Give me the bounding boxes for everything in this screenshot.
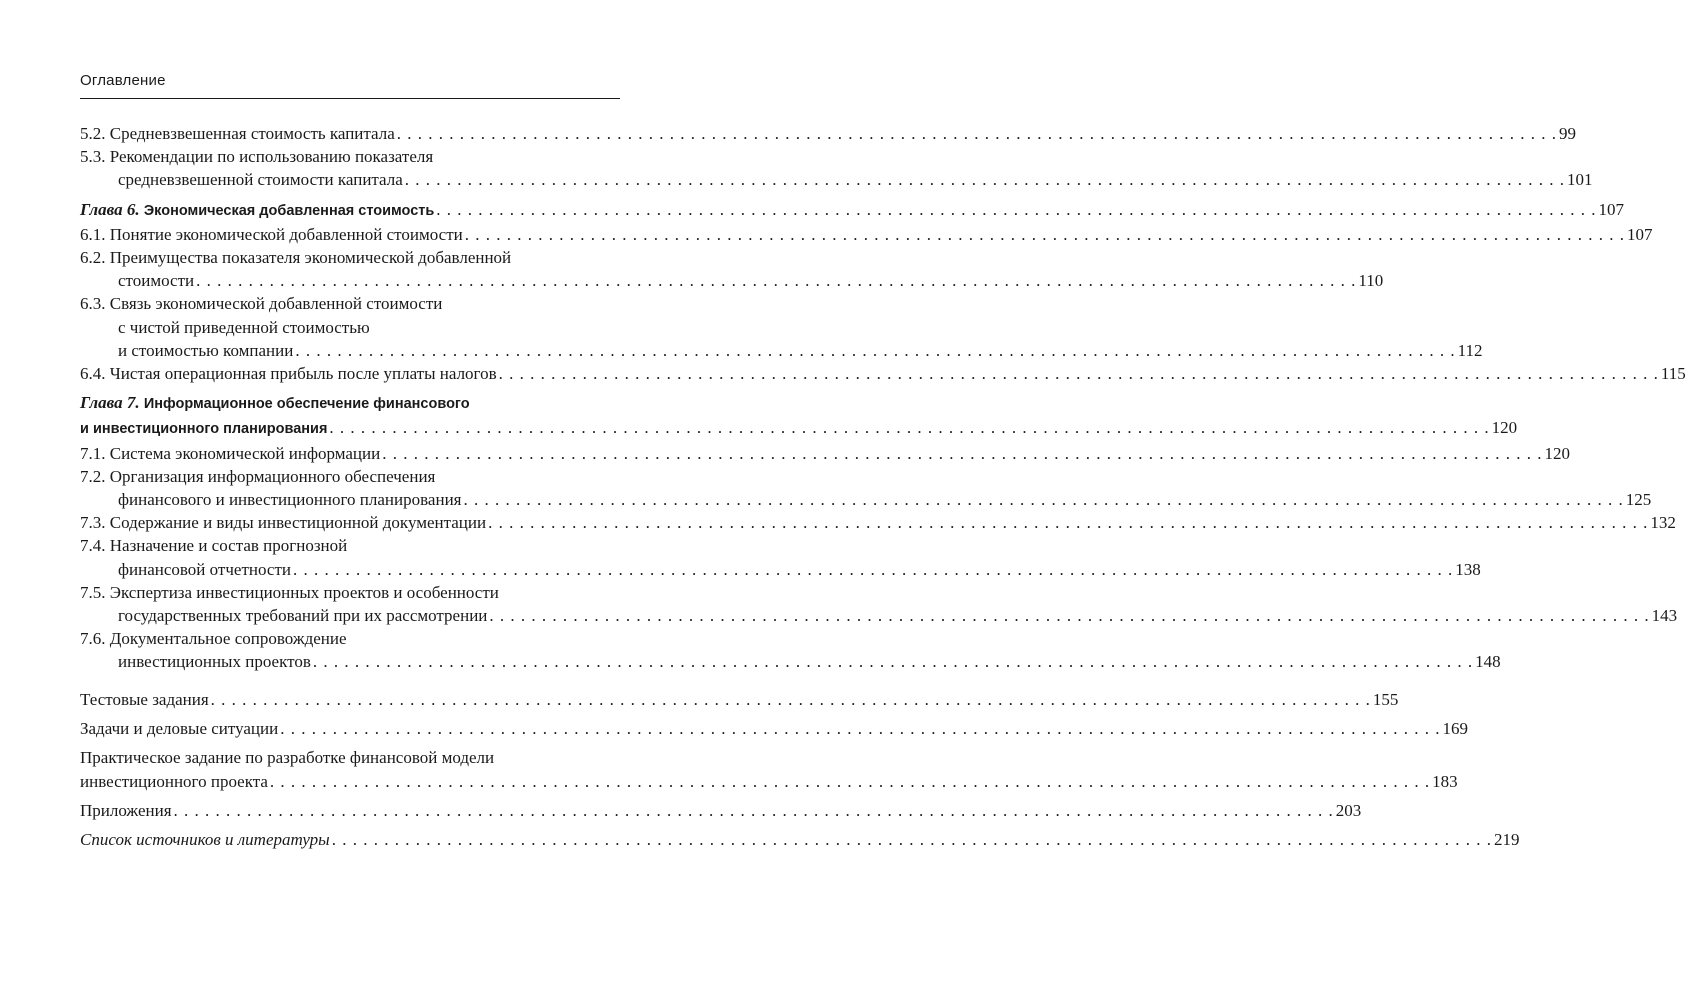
dot-leader (280, 717, 1440, 741)
page-number: 107 (1598, 199, 1625, 219)
page-number: 219 (1493, 829, 1520, 849)
toc-entry-6-2[interactable]: 6.2. Преимущества показателя экономической добавленной стоимости . . . 110 (80, 246, 620, 292)
header-rule (80, 98, 620, 99)
dot-leader (211, 688, 1371, 712)
page-number: 125 (1625, 490, 1652, 510)
page-number: 138 (1455, 559, 1481, 579)
dot-leader (489, 604, 1649, 627)
toc-entry-7-5[interactable]: 7.5. Экспертиза инвестиционных проектов и особенности государственных требований при их рассмотрении . . . 143 (80, 581, 620, 627)
toc-entry-appendices[interactable]: Приложения . . . 203 (80, 799, 620, 823)
toc-entry-5-3[interactable]: 5.3. Рекомендации по использованию показателя средневзвешенной стоимости капитала . . . 101 (80, 145, 620, 191)
toc-entry-6-4[interactable]: 6.4. Чистая операционная прибыль после уплаты налогов . . . 115 (80, 362, 620, 385)
dot-leader (405, 168, 1565, 191)
dot-leader (397, 122, 1557, 145)
dot-leader (332, 828, 1492, 852)
dot-leader (464, 488, 1624, 511)
page-number: 120 (1491, 418, 1518, 438)
page-number: 155 (1372, 689, 1399, 709)
dot-leader (196, 269, 1356, 292)
page-number: 120 (1544, 443, 1570, 463)
page-number: 112 (1457, 340, 1483, 360)
dot-leader (295, 339, 1455, 362)
toc-entry-references[interactable]: Список источников и литературы . . . 219 (80, 828, 620, 852)
page-number: 148 (1475, 652, 1501, 672)
toc-entry-7-4[interactable]: 7.4. Назначение и состав прогнозной финансовой отчетности . . . 138 (80, 534, 620, 580)
table-of-contents (80, 122, 1686, 857)
toc-entry-practical[interactable]: Практическое задание по разработке финансовой модели инвестиционного проекта . . . 183 (80, 746, 620, 794)
dot-leader (488, 511, 1648, 534)
page-number: 107 (1626, 224, 1653, 244)
toc-entry-7-6[interactable]: 7.6. Документальное сопровождение инвестиционных проектов . . . 148 (80, 627, 620, 673)
toc-entry-5-2[interactable]: 5.2. Средневзвешенная стоимость капитала . . . 99 (80, 122, 620, 145)
dot-leader (465, 223, 1625, 246)
dot-leader (270, 770, 1430, 794)
toc-chapter-7[interactable]: Глава 7. Информационное обеспечение финансового и инвестиционного планирования . . . 120 (80, 391, 620, 441)
page-number: 183 (1432, 771, 1458, 791)
toc-entry-tests[interactable]: Тестовые задания . . . 155 (80, 688, 620, 712)
page-number: 99 (1559, 124, 1576, 143)
dot-leader (174, 799, 1334, 823)
toc-entry-7-3[interactable]: 7.3. Содержание и виды инвестиционной документации . . . 132 (80, 511, 620, 534)
running-header: Оглавление (80, 72, 166, 89)
page-number: 143 (1651, 606, 1678, 626)
toc-entry-tasks[interactable]: Задачи и деловые ситуации . . . 169 (80, 717, 620, 741)
dot-leader (313, 650, 1473, 673)
dot-leader (499, 362, 1659, 385)
toc-entry-6-3[interactable]: 6.3. Связь экономической добавленной стоимости с чистой приведенной стоимостью и стоимостью компании . . . 112 (80, 292, 620, 362)
page-number: 169 (1442, 718, 1468, 738)
toc-entry-6-1[interactable]: 6.1. Понятие экономической добавленной стоимости . . . 107 (80, 223, 620, 246)
toc-entry-7-2[interactable]: 7.2. Организация информационного обеспечения финансового и инвестиционного планирования . . . 125 (80, 465, 620, 511)
toc-back-matter (80, 688, 1520, 852)
toc-entry-7-1[interactable]: 7.1. Система экономической информации . . . 120 (80, 442, 620, 465)
page-number: 132 (1650, 513, 1676, 533)
page-number: 101 (1567, 170, 1593, 190)
dot-leader (382, 442, 1542, 465)
dot-leader (293, 558, 1453, 581)
page-number: 110 (1358, 271, 1384, 291)
dot-leader (436, 198, 1596, 221)
toc-chapter-6[interactable]: Глава 6. Экономическая добавленная стоимость . . . 107 (80, 198, 620, 223)
page-number: 115 (1660, 364, 1686, 384)
page-number: 203 (1335, 800, 1362, 820)
dot-leader (329, 416, 1489, 439)
